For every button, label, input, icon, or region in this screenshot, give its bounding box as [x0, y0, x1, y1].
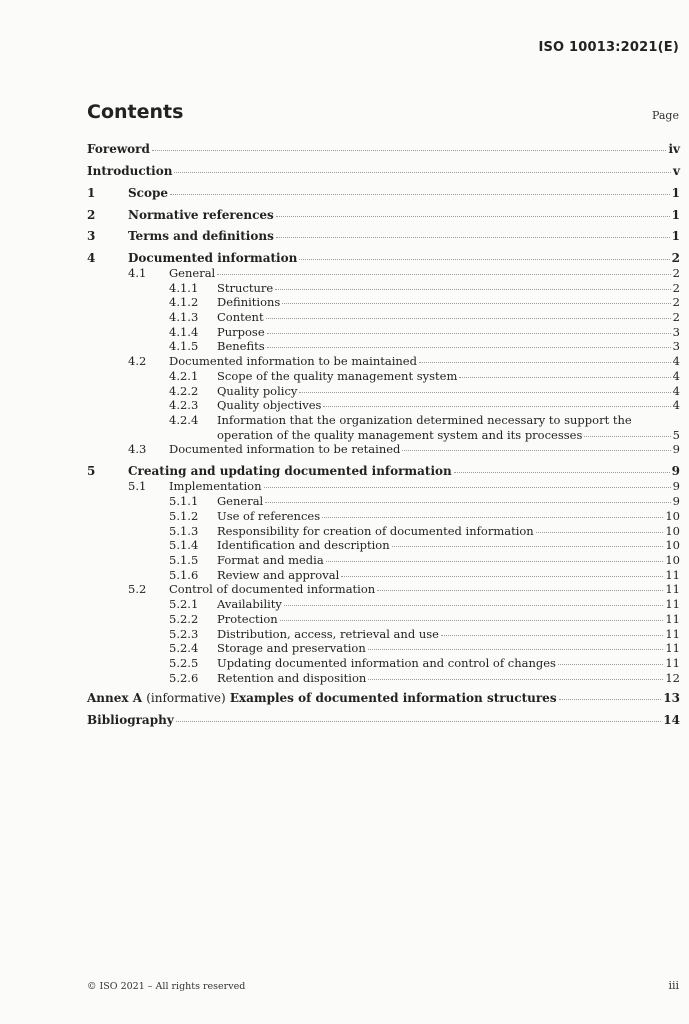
toc-entry-title: Retention and disposition [217, 671, 367, 685]
toc-entry[interactable] [169, 325, 680, 339]
toc-entry-page: 10 [665, 509, 680, 523]
toc-entry-number: 5.2.4 [169, 641, 199, 655]
toc-entry-number: 4.1.2 [169, 295, 199, 309]
toc-entry-title: Availability [217, 597, 282, 611]
toc-entry-title: Documented information [128, 251, 298, 265]
footer-page-number: iii [668, 979, 679, 992]
toc-entry-page: 2 [672, 295, 680, 309]
toc-entry[interactable] [87, 464, 680, 478]
toc-entry-page: 11 [665, 597, 680, 611]
toc-entry-number: 4.1.4 [169, 325, 199, 339]
toc-entry-page: 3 [672, 339, 680, 353]
toc-entry-number: 2 [87, 208, 96, 222]
toc-entry-page: 10 [665, 538, 680, 552]
toc-entry-title: Updating documented information and control of changes [217, 656, 556, 670]
toc-entry[interactable] [128, 479, 680, 493]
toc-entry[interactable] [128, 442, 680, 456]
leader-dots [441, 634, 663, 636]
toc-entry-page: 2 [672, 281, 680, 295]
toc-entry[interactable] [128, 354, 680, 368]
toc-entry-page: 4 [672, 384, 680, 398]
toc-entry-page: 9 [671, 464, 680, 478]
leader-dots [280, 619, 664, 621]
toc-entry[interactable] [169, 494, 680, 508]
toc-entry-page: 4 [672, 398, 680, 412]
leader-dots [536, 531, 664, 533]
leader-dots [392, 545, 664, 547]
toc-entry-number: 5.1.4 [169, 538, 199, 552]
leader-dots [266, 317, 671, 319]
toc-entry-page: 12 [665, 671, 680, 685]
toc-entry-page: 9 [672, 494, 680, 508]
toc-entry[interactable] [169, 413, 680, 442]
toc-entry[interactable] [87, 251, 680, 265]
toc-entry-page: iv [668, 142, 680, 156]
annex-page: 13 [663, 691, 680, 705]
toc-entry-title: Control of documented information [169, 582, 376, 596]
toc-entry-page: 2 [671, 251, 680, 265]
toc-entry[interactable] [87, 142, 680, 156]
toc-entry-number: 5.1.6 [169, 568, 199, 582]
toc-entry-number: 5.2 [128, 582, 147, 596]
leader-dots [326, 560, 664, 562]
toc-entry-number: 5.1.3 [169, 524, 199, 538]
toc-entry-number: 5.2.3 [169, 627, 199, 641]
toc-entry[interactable] [169, 671, 680, 685]
toc-entry-number: 4.1.1 [169, 281, 199, 295]
annex-entry[interactable] [87, 691, 680, 705]
leader-dots [267, 346, 671, 348]
toc-entry-page: 2 [672, 266, 680, 280]
toc-entry-title-line1: Information that the organization determined necessary to support the [217, 413, 632, 427]
toc-entry-number: 5.2.5 [169, 656, 199, 670]
toc-entry-page: 11 [665, 641, 680, 655]
toc-entry[interactable] [169, 627, 680, 641]
leader-dots [176, 720, 662, 722]
toc-entry-number: 4.2.2 [169, 384, 199, 398]
footer-copyright: © ISO 2021 – All rights reserved [87, 981, 246, 992]
leader-dots [377, 589, 663, 591]
leader-dots [170, 193, 670, 195]
leader-dots [299, 258, 669, 260]
toc-entry[interactable] [87, 164, 680, 178]
toc-entry[interactable] [169, 310, 680, 324]
toc-entry-title: Scope of the quality management system [217, 369, 458, 383]
toc-entry-number: 4.1.5 [169, 339, 199, 353]
leader-dots [322, 516, 663, 518]
toc-entry-number: 5.1 [128, 479, 147, 493]
toc-entry[interactable] [87, 208, 680, 222]
leader-dots [558, 663, 663, 665]
toc-entry[interactable] [169, 538, 680, 552]
leader-dots [217, 273, 670, 275]
toc-entry-page: 1 [671, 208, 680, 222]
toc-entry-title: Scope [128, 186, 169, 200]
toc-entry[interactable] [169, 509, 680, 523]
toc-entry-page: 1 [671, 186, 680, 200]
toc-entry[interactable] [87, 186, 680, 200]
toc-entry-title: Quality objectives [217, 398, 322, 412]
toc-entry[interactable] [169, 339, 680, 353]
toc-entry-page: 2 [672, 310, 680, 324]
leader-dots [559, 698, 662, 700]
toc-entry[interactable] [169, 369, 680, 383]
toc-entry-number: 4 [87, 251, 96, 265]
toc-entry-title: Benefits [217, 339, 265, 353]
toc-entry-number: 4.2.3 [169, 398, 199, 412]
toc-entry-page: 4 [672, 354, 680, 368]
toc-entry-number: 4.2.1 [169, 369, 199, 383]
toc-entry-title: Purpose [217, 325, 265, 339]
leader-dots [265, 501, 670, 503]
page-column-label: Page [651, 109, 679, 122]
leader-dots [341, 575, 663, 577]
toc-entry-title: operation of the quality management system and its processes [217, 428, 583, 442]
toc-entry-title: Definitions [217, 295, 281, 309]
toc-entry-number: 5.2.2 [169, 612, 199, 626]
toc-entry-page: 11 [665, 568, 680, 582]
leader-dots [459, 376, 670, 378]
toc-entry[interactable] [169, 295, 680, 309]
toc-entry[interactable] [169, 553, 680, 567]
toc-entry-number: 3 [87, 229, 96, 243]
toc-entry-page: 4 [672, 369, 680, 383]
toc-entry[interactable] [169, 524, 680, 538]
toc-entry-page: 11 [665, 627, 680, 641]
toc-entry-number: 5.1.5 [169, 553, 199, 567]
toc-entry-title: General [169, 266, 216, 280]
toc-entry-title: Protection [217, 612, 278, 626]
toc-entry[interactable] [169, 568, 680, 582]
toc-entry-page: v [673, 164, 680, 178]
leader-dots [264, 486, 671, 488]
toc-entry-page: 10 [665, 524, 680, 538]
toc-entry-title: Storage and preservation [217, 641, 366, 655]
toc-entry-title: Creating and updating documented information [128, 464, 452, 478]
toc-entry[interactable] [169, 597, 680, 611]
toc-entry-page: 1 [671, 229, 680, 243]
leader-dots [284, 604, 663, 606]
toc-entry-title: Documented information to be retained [169, 442, 401, 456]
toc-entry-title: Use of references [217, 509, 321, 523]
toc-entry-title: Structure [217, 281, 274, 295]
leader-dots [584, 435, 670, 437]
leader-dots [323, 405, 670, 407]
toc-entry-number: 5 [87, 464, 96, 478]
leader-dots [402, 449, 670, 451]
toc-entry-page: 9 [672, 442, 680, 456]
toc-entry[interactable] [169, 656, 680, 670]
toc-entry-number: 4.2.4 [169, 413, 199, 427]
leader-dots [454, 471, 670, 473]
leader-dots [282, 302, 670, 304]
toc-entry-title: Implementation [169, 479, 262, 493]
leader-dots [276, 215, 670, 217]
toc-entry[interactable] [169, 612, 680, 626]
bibliography-entry[interactable] [87, 713, 680, 727]
leader-dots [152, 149, 667, 151]
toc-entry-number: 5.2.1 [169, 597, 199, 611]
toc-entry[interactable] [128, 582, 680, 596]
toc-entry-number: 4.1.3 [169, 310, 199, 324]
toc-entry-title: Foreword [87, 142, 150, 156]
toc-entry[interactable] [169, 641, 680, 655]
leader-dots [368, 648, 664, 650]
page-title: Contents [87, 101, 184, 123]
toc-entry[interactable] [87, 229, 680, 243]
toc-entry-title: Distribution, access, retrieval and use [217, 627, 439, 641]
toc-entry-page: 11 [665, 612, 680, 626]
toc-entry-number: 5.2.6 [169, 671, 199, 685]
annex-qualifier: (informative) [146, 691, 226, 705]
annex-prefix: Annex A [87, 691, 143, 705]
toc-entry[interactable] [169, 281, 680, 295]
toc-entry-title: Terms and definitions [128, 229, 274, 243]
leader-dots [267, 332, 671, 334]
toc-entry-page: 10 [665, 553, 680, 567]
leader-dots [276, 236, 670, 238]
toc-entry-title: Quality policy [217, 384, 298, 398]
toc-entry-number: 5.1.1 [169, 494, 199, 508]
bibliography-title: Bibliography [87, 713, 174, 727]
toc-entry-number: 4.2 [128, 354, 147, 368]
toc-entry[interactable] [169, 384, 680, 398]
toc-entry-title: Identification and description [217, 538, 390, 552]
leader-dots [174, 171, 671, 173]
toc-entry-page: 9 [672, 479, 680, 493]
toc-entry-number: 1 [87, 186, 96, 200]
toc-entry-title: Normative references [128, 208, 274, 222]
bibliography-page: 14 [663, 713, 680, 727]
leader-dots [368, 678, 663, 680]
leader-dots [419, 361, 671, 363]
toc-entry-page: 5 [672, 428, 680, 442]
toc-entry-number: 4.3 [128, 442, 147, 456]
toc-entry-title: Format and media [217, 553, 324, 567]
toc-entry-number: 5.1.2 [169, 509, 199, 523]
toc-entry[interactable] [169, 398, 680, 412]
toc-entry[interactable] [128, 266, 680, 280]
leader-dots [275, 288, 670, 290]
toc-entry-title: Review and approval [217, 568, 340, 582]
toc-entry-title: Responsibility for creation of documented information [217, 524, 534, 538]
toc-entry-page: 3 [672, 325, 680, 339]
toc-entry-title: Documented information to be maintained [169, 354, 417, 368]
annex-title: Examples of documented information structures [229, 691, 557, 705]
toc-entry-page: 11 [665, 656, 680, 670]
toc-entry-page: 11 [665, 582, 680, 596]
leader-dots [299, 391, 670, 393]
toc-entry-title: Content [217, 310, 264, 324]
toc-entry-title: General [217, 494, 264, 508]
document-id: ISO 10013:2021(E) [538, 40, 679, 55]
toc-entry-number: 4.1 [128, 266, 147, 280]
toc-entry-title: Introduction [87, 164, 173, 178]
